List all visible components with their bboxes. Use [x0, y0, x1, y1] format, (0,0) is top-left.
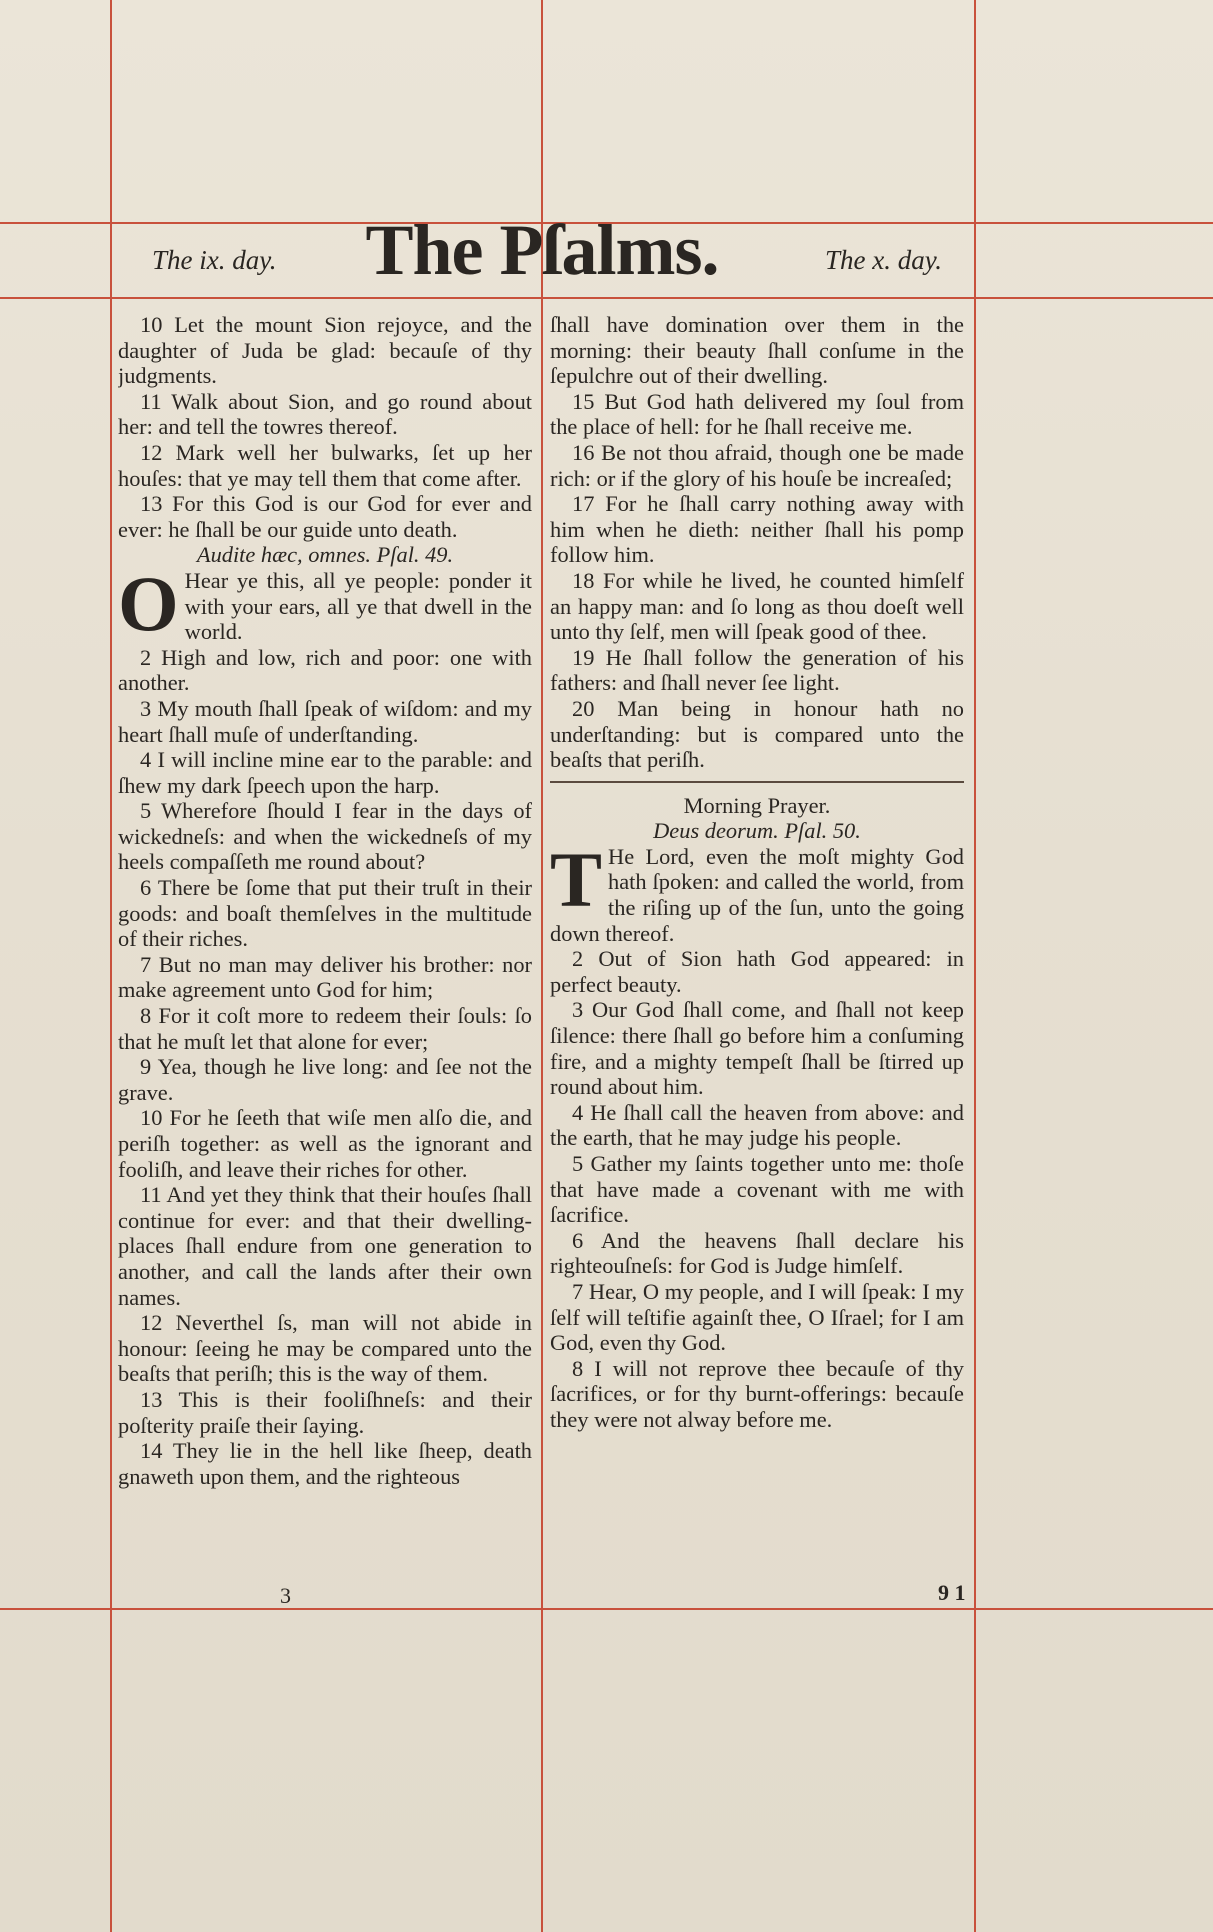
verse-text: 4 He ſhall call the heaven from above: and the earth, that he may judge his people. [550, 1099, 964, 1151]
folio-right: 9 1 [938, 1580, 966, 1605]
verse-text: 9 Yea, though he live long: and ſee not the grave. [118, 1054, 532, 1105]
verse-text: 11 And yet they think that their houſes ſhall continue for ever: and that their dwelling-places ſhall endure from one generation to another, and call the lands after their own names. [118, 1182, 532, 1310]
verse-text: 10 Let the mount Sion rejoyce, and the daughter of Juda be glad: becauſe of thy judgments. [118, 312, 532, 389]
verse-text: Audite hæc, omnes. Pſal. 49. [196, 542, 454, 568]
verse-text: 3 My mouth ſhall ſpeak of wiſdom: and my heart ſhall muſe of underſtanding. [118, 695, 532, 747]
page-title: The Pſalms. [365, 210, 719, 290]
verse [118, 696, 532, 747]
verse-text: 5 Wherefore ſhould I fear in the days of wickedneſs: and when the wickedneſs of my heels compaſſeth me round about? [118, 798, 532, 875]
verse [118, 1003, 532, 1054]
section-title: Morning Prayer. [683, 792, 831, 818]
verse-text: 15 But God hath delivered my ſoul from the place of hell: for he ſhall receive me. [550, 388, 964, 440]
verse [550, 696, 964, 773]
verse-text: 20 Man being in honour hath no underſtanding: but is compared unto the beaſts that periſh. [550, 695, 964, 773]
verse [550, 835, 964, 946]
verse-text: 6 There be ſome that put their truſt in their goods: and boaſt themſelves in the multitude of their riches. [118, 875, 532, 952]
verse-text: 10 For he ſeeth that wiſe men alſo die, and periſh together: as well as the ignorant and fooliſh, and leave their riches for other. [118, 1105, 532, 1182]
verse [118, 952, 532, 1003]
verse [118, 747, 532, 798]
verse [550, 568, 964, 645]
header-left-day: The ix. day. [152, 245, 277, 275]
verse-text: 12 Mark well her bulwarks, ſet up her houſes: that ye may tell them that come after. [118, 439, 532, 491]
header-right-day: The x. day. [825, 245, 942, 275]
right-column [550, 312, 964, 1574]
verse [118, 440, 532, 491]
verse [118, 389, 532, 440]
verse [550, 312, 964, 389]
verse-text: 12 Neverthel ſs, man will not abide in honour: ſeeing he may be compared unto the beaſts that periſh; this is the way of them. [118, 1310, 532, 1387]
page-header [112, 210, 972, 290]
verse-text: 13 This is their fooliſhneſs: and their poſterity praiſe their ſaying. [118, 1386, 532, 1438]
verse [550, 1151, 964, 1228]
verse [118, 1310, 532, 1387]
verse-text: 8 I will not reprove thee becauſe of thy ſacrifices, or for thy burnt-offerings: becauſe they were not alway before me. [550, 1355, 964, 1432]
section-divider [550, 781, 964, 783]
verse-text: 13 For this God is our God for ever and ever: he ſhall be our guide unto death. [118, 491, 532, 542]
verse [550, 645, 964, 696]
verse [118, 1438, 532, 1489]
verse-text: 16 Be not thou afraid, though one be made rich: or if the glory of his houſe be increaſed; [550, 439, 964, 491]
left-column [118, 312, 532, 1574]
verse [550, 1279, 964, 1356]
verse-text: 3 Our God ſhall come, and ſhall not keep ſilence: there ſhall go before him a conſuming fire, and a mighty tempeſt ſhall be ſtirred up round about him. [550, 997, 964, 1100]
verse [118, 559, 532, 647]
psalm-heading: Deus deorum. Pſal. 50. [653, 818, 861, 844]
verse-text: ſhall have domination over them in the morning: their beauty ſhall conſume in the ſepulchre out of their dwelling. [550, 312, 964, 389]
verse [550, 389, 964, 440]
verse-text: 2 Out of Sion hath God appeared: in perfect beauty. [550, 946, 964, 997]
drop-cap: T [550, 835, 603, 923]
verse-text: 2 High and low, rich and poor: one with another. [118, 644, 532, 696]
rule-line [0, 1608, 1213, 1610]
verse-text: 18 For while he lived, he counted himſelf an happy man: and ſo long as thou doeſt well unto thy ſelf, men will ſpeak good of thee. [550, 567, 964, 645]
verse [118, 875, 532, 952]
verse-text: 17 For he ſhall carry nothing away with him when he dieth: neither ſhall his pomp follow him. [550, 491, 964, 568]
verse [118, 1182, 532, 1310]
verse [550, 1228, 964, 1279]
verse [550, 491, 964, 568]
rule-line [974, 0, 976, 1932]
drop-cap: O [118, 559, 179, 647]
verse [550, 997, 964, 1099]
verse-text: 5 Gather my ſaints together unto me: thoſe that have made a covenant with me with ſacrifice. [550, 1151, 964, 1228]
verse [118, 1054, 532, 1105]
verse [118, 312, 532, 389]
verse-text: 11 Walk about Sion, and go round about her: and tell the towres thereof. [118, 388, 532, 440]
verse [550, 946, 964, 997]
verse [118, 1387, 532, 1438]
right-column-top [550, 312, 964, 773]
rule-line [0, 297, 1213, 299]
verse-text: 14 They lie in the hell like ſheep, death gnaweth upon them, and the righteous [118, 1438, 532, 1489]
verse [550, 1100, 964, 1151]
verse [118, 1105, 532, 1182]
verse [118, 491, 532, 542]
verse-text: 4 I will incline mine ear to the parable: and ſhew my dark ſpeech upon the harp. [118, 747, 532, 798]
verse [118, 542, 532, 568]
verse-text: 7 But no man may deliver his brother: nor make agreement unto God for him; [118, 951, 532, 1003]
verse [550, 1356, 964, 1433]
verse-text: 7 Hear, O my people, and I will ſpeak: I my ſelf will teſtifie againſt thee, O Iſrael; for I am God, even thy God. [550, 1278, 964, 1356]
verse-text: Hear ye this, all ye people: ponder it with your ears, all ye that dwell in the world. [184, 567, 532, 645]
verse-text: 19 He ſhall follow the generation of his fathers: and ſhall never ſee light. [550, 644, 964, 696]
verse [118, 645, 532, 696]
verse [118, 798, 532, 875]
right-column-bottom [550, 835, 964, 1433]
folio-left: 3 [280, 1583, 291, 1608]
verse-text: 6 And the heavens ſhall declare his righteouſneſs: for God is Judge himſelf. [550, 1227, 964, 1279]
verse [550, 440, 964, 491]
verse-text: 8 For it coſt more to redeem their ſouls: ſo that he muſt let that alone for ever; [118, 1003, 532, 1054]
verse-text: He Lord, even the moſt mighty God hath ſpoken: and called the world, from the riſing up of the ſun, unto the going down thereof. [550, 843, 964, 946]
